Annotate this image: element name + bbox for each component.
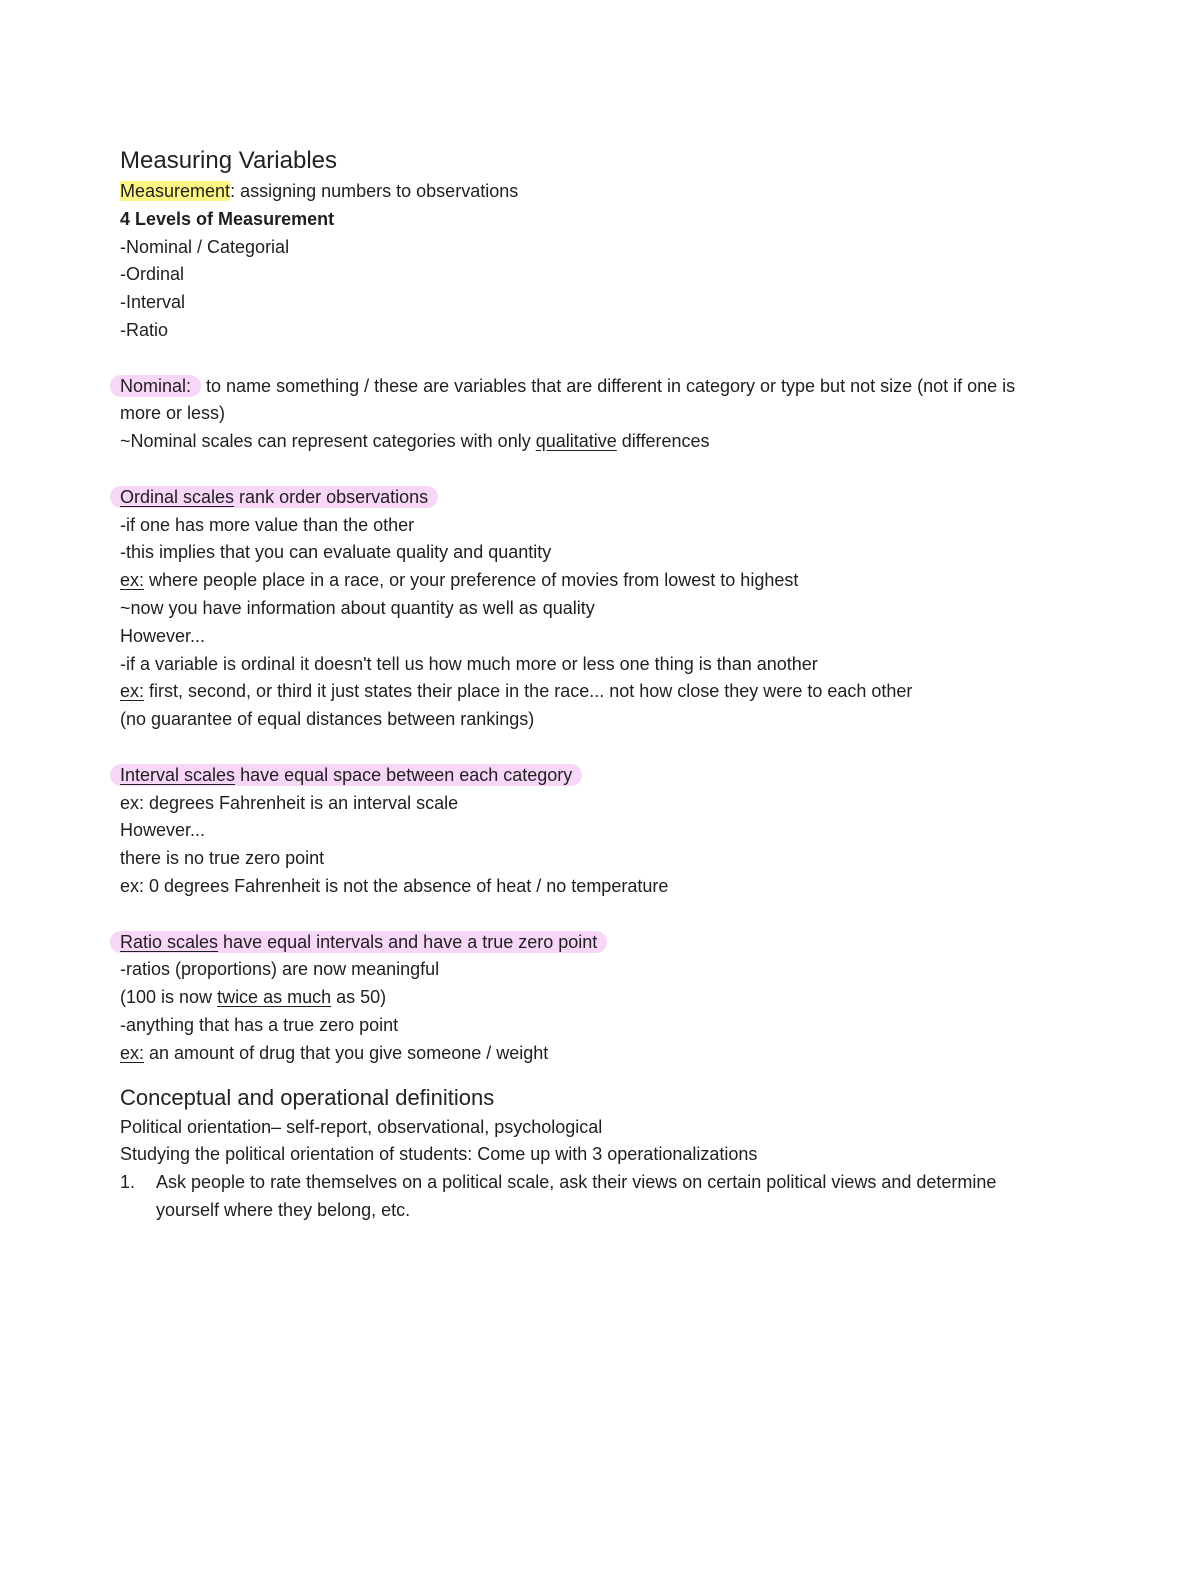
level-item-nominal: -Nominal / Categorial (120, 236, 290, 257)
interval-term: Interval scales (120, 764, 236, 785)
ratio-heading (120, 929, 1060, 957)
ratio-line-1: -ratios (proportions) are now meaningful (120, 959, 440, 980)
ordinal-heading-highlight (110, 486, 438, 508)
ratio-line-2-end: as 50) (331, 987, 387, 1008)
ex-label: ex: (120, 681, 145, 702)
ordinal-line-3: ~now you have information about quantity as well as quality (120, 597, 595, 618)
measurement-definition (120, 178, 1060, 206)
section-title-conceptual-operational: Conceptual and operational definitions (120, 1084, 495, 1110)
list-item-text: Ask people to rate themselves on a political scale, ask their views on certain political views and determine yourself where they belong, etc. (156, 1172, 997, 1220)
interval-line-4: ex: 0 degrees Fahrenheit is not the absence of heat / no temperature (120, 875, 669, 896)
measurement-def-text: : assigning numbers to observations (230, 181, 519, 201)
spacer (120, 901, 1060, 929)
ordinal-example-2 (120, 678, 1060, 706)
level-item-interval: -Interval (120, 292, 186, 313)
qualitative-underlined: qualitative (535, 431, 617, 452)
nominal-definition (120, 373, 1060, 429)
notes-content (120, 144, 1060, 1225)
ratio-example-text: an amount of drug that you give someone / weight (144, 1042, 549, 1063)
interval-heading (120, 762, 1060, 790)
ordinal-line-6: (no guarantee of equal distances between rankings) (120, 709, 535, 730)
ordinal-line-2: -this implies that you can evaluate quality and quantity (120, 542, 552, 563)
ratio-line-2-start: (100 is now (120, 987, 218, 1008)
level-item-ordinal: -Ordinal (120, 264, 185, 285)
ratio-heading-highlight (110, 931, 607, 953)
ordinal-line-1: -if one has more value than the other (120, 514, 415, 535)
ordinal-head-rest: rank order observations (234, 486, 429, 507)
ratio-example (120, 1040, 1060, 1068)
ordinal-line-4: However... (120, 625, 206, 646)
ratio-term: Ratio scales (120, 931, 219, 952)
spacer (120, 734, 1060, 762)
interval-line-2: However... (120, 820, 206, 841)
ordinal-heading (120, 484, 1060, 512)
nominal-note-end: differences (616, 431, 710, 452)
nominal-note (120, 428, 1060, 456)
nominal-note-text: ~Nominal scales can represent categories with only (120, 431, 536, 452)
ex-label: ex: (120, 570, 145, 591)
political-orientation-line: Political orientation– self-report, observational, psychological (120, 1116, 603, 1137)
ratio-line-3: -anything that has a true zero point (120, 1014, 399, 1035)
ordinal-example-2-text: first, second, or third it just states their place in the race... not how close they were to each other (144, 681, 913, 702)
list-item-number: 1. (120, 1172, 136, 1193)
ratio-line-2 (120, 984, 1060, 1012)
nominal-term-highlight: Nominal: (110, 375, 201, 397)
levels-heading: 4 Levels of Measurement (120, 208, 335, 229)
level-item-ratio: -Ratio (120, 319, 169, 340)
section-title-measuring-variables: Measuring Variables (120, 147, 337, 174)
twice-as-much-underlined: twice as much (217, 987, 332, 1008)
interval-head-rest: have equal space between each category (235, 764, 573, 785)
ordinal-example-1-text: where people place in a race, or your preference of movies from lowest to highest (144, 570, 799, 591)
interval-heading-highlight (110, 764, 582, 786)
interval-line-1: ex: degrees Fahrenheit is an interval scale (120, 792, 459, 813)
ex-label: ex: (120, 1042, 145, 1063)
list-item (120, 1169, 1060, 1225)
ordinal-line-5: -if a variable is ordinal it doesn't tell us how much more or less one thing is than another (120, 653, 818, 674)
nominal-def-text: to name something / these are variables that are different in category or type but not size (not if one is more or less) (120, 375, 1016, 424)
measurement-term-highlight: Measurement (120, 181, 231, 201)
interval-line-3: there is no true zero point (120, 848, 325, 869)
ordinal-example-1 (120, 567, 1060, 595)
ratio-head-rest: have equal intervals and have a true zero point (218, 931, 598, 952)
spacer (120, 456, 1060, 484)
ordinal-term: Ordinal scales (120, 486, 235, 507)
operationalizations-line: Studying the political orientation of students: Come up with 3 operationalizations (120, 1144, 758, 1165)
spacer (120, 345, 1060, 373)
